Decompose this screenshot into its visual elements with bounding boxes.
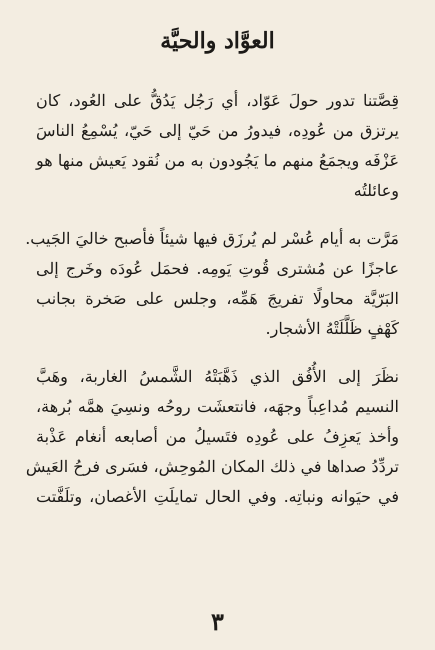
text-line: يرتزق من عُودِه، فيدورُ من حَيّ إلى حَيّ، يُسْمِعُ الناسَ bbox=[36, 121, 399, 140]
story-title: العوَّاد والحيَّة bbox=[160, 28, 275, 54]
text-line: كَهْفٍ ظَلَّلَتْهُ الأشجار. bbox=[265, 319, 399, 338]
text-line: عاجزًا عن مُشترى قُوتِ يَومِه. فحمَل عُودَه وخَرج إلى bbox=[36, 259, 399, 278]
text-line: قِصَّتنا تدور حولَ عَوّاد، أي رَجُل يَدُقُّ على العُود، كان bbox=[36, 91, 399, 110]
page-number: ٣ bbox=[211, 607, 224, 636]
text-line: وأخذ يَعزِفُ على عُودِه فتَسيلُ من أصابعه أنغام عَذْبة bbox=[36, 427, 399, 446]
text-line: مَرَّت به أيام عُسْر لم يُرزَق فيها شيئاً فأصبح خاليَ الجَيب. bbox=[25, 229, 399, 248]
text-line: تردِّدُ صداها في ذلك المكان المُوحِش، فسَرى فرحُ العَيش bbox=[25, 457, 399, 476]
paragraph-gap bbox=[36, 344, 399, 362]
paragraph-1 bbox=[36, 86, 399, 206]
text-line: النسيم مُداعِباً وجهَه، فانتعشَت روحُه ونسِيَ همَّه بُرهة، bbox=[36, 397, 400, 416]
paragraph-gap bbox=[36, 206, 399, 224]
text-line: وعائلتُه bbox=[353, 181, 399, 200]
text-line: نظَرَ إلى الأُفُق الذي ذَهَّبَتْهُ الشَّمسُ الغاربة، وهَبَّ bbox=[36, 367, 400, 386]
text-line: عَزْفَه ويجمَعُ منهم ما يَجُودون به من نُقود يَعيش منها هو bbox=[36, 151, 399, 170]
paragraph-2 bbox=[25, 224, 399, 344]
story-body bbox=[25, 86, 400, 512]
text-line: البَرّيَّة محاولًا تفريجَ هَمِّه، وجلس على صَخرة بجانب bbox=[36, 289, 399, 308]
paragraph-3 bbox=[25, 362, 400, 512]
text-line: في حيَوانه ونباتِه. وفي الحال تمايلَتِ الأغصان، وتلَفَّتت bbox=[36, 487, 399, 506]
